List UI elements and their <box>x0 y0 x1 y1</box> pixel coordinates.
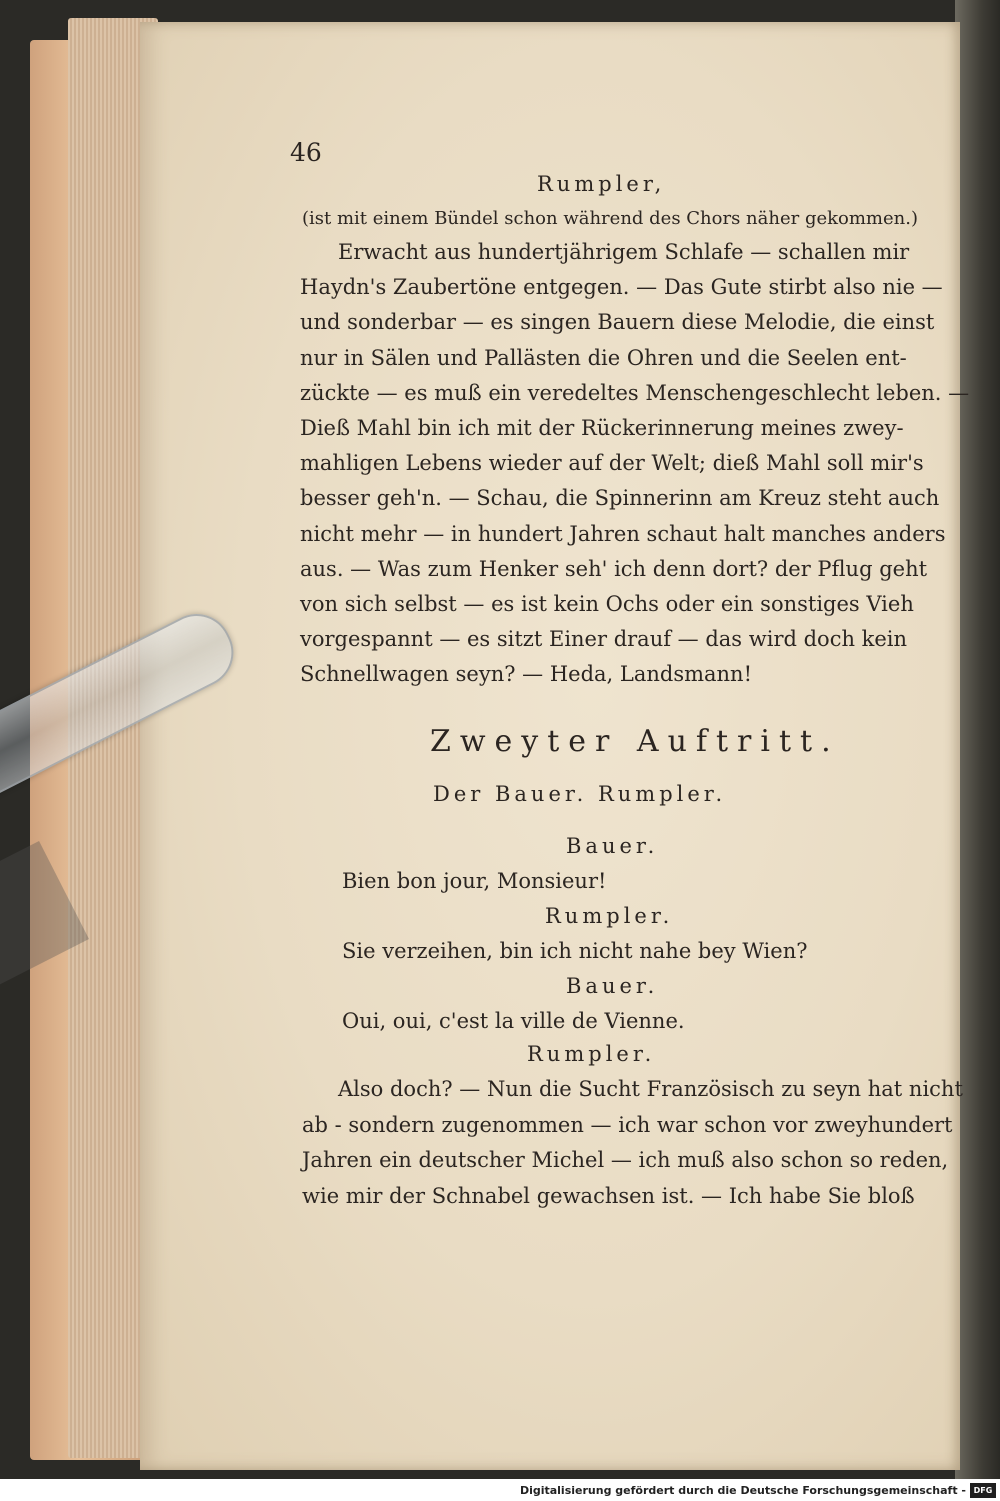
speaker-rumpler: Rumpler, <box>537 172 666 196</box>
monologue-line: mahligen Lebens wieder auf der Welt; dieß Mahl soll mir's <box>300 451 924 476</box>
dfg-logo: DFG <box>970 1483 996 1498</box>
speech-line: wie mir der Schnabel gewachsen ist. — Ich habe Sie bloß <box>302 1183 915 1208</box>
dialogue-line: Sie verzeihen, bin ich nicht nahe bey Wien? <box>342 939 808 963</box>
scene-characters: Der Bauer. Rumpler. <box>433 782 727 806</box>
monologue-line: von sich selbst — es ist kein Ochs oder ein sonstiges Vieh <box>300 592 914 616</box>
monologue-line: nur in Sälen und Pallästen die Ohren und die Seelen ent- <box>300 345 907 370</box>
dialogue-line: Oui, oui, c'est la ville de Vienne. <box>342 1009 685 1033</box>
book-cover-edge <box>955 0 1000 1480</box>
monologue-line: vorgespannt — es sitzt Einer drauf — das wird doch kein <box>300 627 908 652</box>
speaker-bauer: Bauer. <box>566 834 659 858</box>
monologue-line: Haydn's Zaubertöne entgegen. — Das Gute stirbt also nie — <box>300 275 943 300</box>
monologue-line: nicht mehr — in hundert Jahren schaut halt manches anders <box>300 521 946 546</box>
stage-direction: (ist mit einem Bündel schon während des Chors näher gekommen.) <box>302 208 918 229</box>
monologue-line: besser geh'n. — Schau, die Spinnerinn am Kreuz steht auch <box>300 486 940 511</box>
scene-heading: Zweyter Auftritt. <box>430 724 840 759</box>
funding-credit: Digitalisierung gefördert durch die Deutsche Forschungsgemeinschaft - <box>519 1484 966 1497</box>
monologue-line: aus. — Was zum Henker seh' ich denn dort? der Pflug geht <box>300 556 928 581</box>
monologue-line: Schnellwagen seyn? — Heda, Landsmann! <box>300 662 753 687</box>
monologue-line: Erwacht aus hundertjährigem Schlafe — schallen mir <box>338 240 910 264</box>
speech-line: ab - sondern zugenommen — ich war schon vor zweyhundert <box>302 1112 953 1137</box>
monologue-line: und sonderbar — es singen Bauern diese Melodie, die einst <box>300 310 935 335</box>
monologue-line: Dieß Mahl bin ich mit der Rückerinnerung meines zwey- <box>300 416 904 440</box>
speaker-rumpler: Rumpler. <box>545 904 674 928</box>
speech-line: Jahren ein deutscher Michel — ich muß also schon so reden, <box>302 1148 949 1172</box>
speaker-bauer: Bauer. <box>566 974 659 998</box>
dialogue-line: Bien bon jour, Monsieur! <box>342 869 607 893</box>
page-number: 46 <box>290 138 322 167</box>
monologue-line: zückte — es muß ein veredeltes Menschengeschlecht leben. — <box>300 380 970 405</box>
speech-line: Also doch? — Nun die Sucht Französisch zu seyn hat nicht <box>338 1077 963 1101</box>
speaker-rumpler: Rumpler. <box>527 1042 656 1066</box>
